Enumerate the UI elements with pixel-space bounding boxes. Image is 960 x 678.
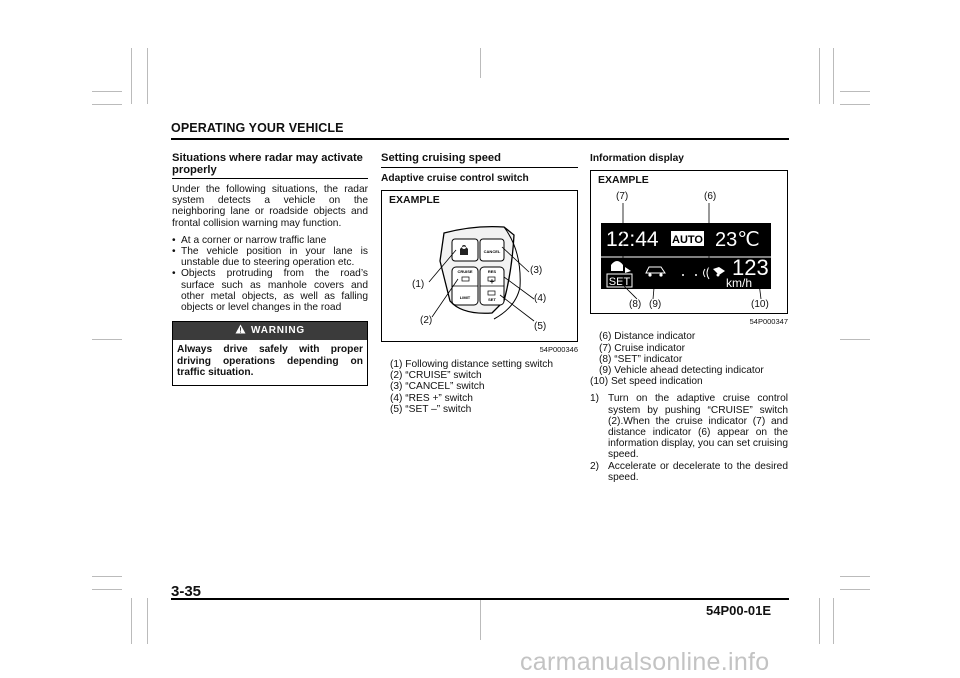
callout-9: (9) — [649, 299, 662, 311]
column-radar-situations — [172, 153, 368, 386]
cancel-switch-label: CANCEL — [483, 248, 501, 254]
warning-header — [173, 322, 367, 340]
list-item: • Objects protruding from the road’s surface such as manhole covers and other metal objects, as well as falling objects or level changes in the road — [172, 268, 368, 313]
switch-figure — [381, 190, 578, 342]
limit-switch-label: LIMIT — [459, 294, 471, 300]
steering-switch-illustration — [382, 191, 577, 341]
display-temperature: 23℃ — [715, 229, 760, 252]
switch-parts-list — [381, 359, 578, 415]
list-item: (8) “SET” indicator — [599, 353, 683, 365]
callout-3: (3) — [530, 264, 543, 276]
subheading: Adaptive cruise control switch — [381, 172, 529, 184]
footer-rule — [171, 598, 789, 600]
callout-10: (10) — [751, 299, 769, 311]
page-header-title: OPERATING YOUR VEHICLE — [171, 121, 344, 135]
figure-code: 54P000346 — [539, 344, 578, 354]
set-speed-value: 123 — [732, 255, 769, 281]
example-label: EXAMPLE — [598, 174, 649, 187]
display-mode: AUTO — [672, 234, 703, 247]
page-number: 3-35 — [171, 583, 202, 600]
example-label: EXAMPLE — [389, 193, 440, 206]
list-item — [590, 393, 788, 460]
callout-4: (4) — [534, 292, 547, 304]
warning-triangle-icon — [235, 324, 246, 334]
list-item: (10) Set speed indication — [590, 376, 703, 388]
list-item: (2) “CRUISE” switch — [390, 370, 482, 382]
list-item — [590, 461, 788, 483]
step-number: 2) — [590, 460, 600, 472]
list-item: (9) Vehicle ahead detecting indicator — [599, 365, 764, 377]
list-item: (1) Following distance setting switch — [390, 358, 554, 370]
callout-7: (7) — [616, 191, 629, 203]
section-heading: Setting cruising speed — [381, 153, 578, 168]
procedure-steps — [590, 393, 788, 483]
cruise-switch-label: CRUISE — [457, 268, 473, 274]
callout-6: (6) — [704, 191, 717, 203]
plus-switch-label: + — [489, 276, 495, 286]
list-item: (5) “SET –” switch — [390, 403, 472, 415]
watermark: carmanualsonline.info — [520, 648, 770, 676]
information-display-illustration — [591, 171, 788, 313]
callout-1: (1) — [412, 278, 425, 290]
list-item: (6) Distance indicator — [599, 331, 696, 343]
callout-2: (2) — [420, 314, 433, 326]
list-item: • The vehicle position in your lane is unstable due to steering operation etc. — [172, 246, 368, 268]
situation-list — [172, 235, 368, 313]
warning-box — [172, 321, 368, 386]
list-item: (4) “RES +” switch — [390, 392, 473, 404]
section-heading: Situations where radar may activate properly — [172, 153, 368, 179]
list-item: (7) Cruise indicator — [599, 342, 686, 354]
warning-text: Always drive safely with proper driving operations depending on traffic situation. — [177, 344, 363, 379]
list-item: (3) “CANCEL” switch — [390, 381, 485, 393]
set-indicator: SET — [608, 276, 631, 289]
list-item: • At a corner or narrow traffic lane — [172, 235, 368, 246]
column-setting-cruising-speed — [381, 153, 578, 415]
header-rule — [171, 138, 789, 140]
step-number: 1) — [590, 393, 600, 405]
warning-label: WARNING — [251, 325, 305, 337]
step-text: Turn on the adaptive cruise control system by pushing “CRUISE” switch (2).When the cruise indicator (7) and distance indicator (6) appear on the information display, you can set cruising speed. — [608, 393, 788, 461]
step-text: Accelerate or decelerate to the desired speed. — [608, 460, 788, 483]
callout-5: (5) — [534, 320, 547, 332]
document-code: 54P00-01E — [706, 603, 772, 618]
subheading: Information display — [590, 153, 684, 164]
set-switch-label: SET — [488, 296, 496, 302]
display-figure — [590, 170, 788, 314]
display-parts-list — [590, 331, 788, 387]
display-time: 12:44 — [606, 228, 659, 252]
speed-unit: km/h — [726, 276, 753, 291]
column-information-display — [590, 153, 788, 483]
res-switch-label: RES — [487, 268, 497, 274]
intro-paragraph: Under the following situations, the radar system detects a vehicle on the neighboring lane or roadside objects and frontal collision warning may function. — [172, 184, 368, 229]
figure-code: 54P000347 — [749, 317, 788, 327]
callout-8: (8) — [629, 299, 642, 311]
